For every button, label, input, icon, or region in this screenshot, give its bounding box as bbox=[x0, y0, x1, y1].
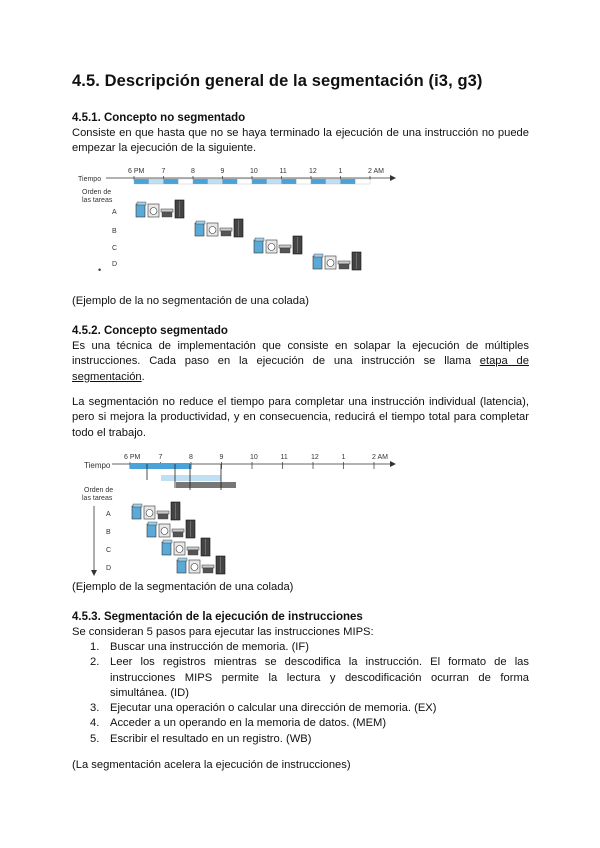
fig1-tick-label: 10 bbox=[250, 168, 258, 175]
fig2-tick-label: 2 AM bbox=[372, 454, 388, 461]
caption-segmentado: (Ejemplo de la segmentación de una colada) bbox=[72, 581, 294, 593]
fig2-tick-label: 1 bbox=[341, 454, 346, 461]
caption-instrucciones: (La segmentación acelera la ejecución de instrucciones) bbox=[72, 759, 351, 771]
fig1-order-label-1: Orden de bbox=[82, 189, 112, 196]
steps-list bbox=[72, 640, 529, 747]
fig2-tick-label: 7 bbox=[158, 454, 163, 461]
svg-text:•: • bbox=[98, 265, 102, 275]
fig1-tick-label: 2 AM bbox=[368, 168, 384, 175]
step-item bbox=[72, 640, 529, 655]
section-heading-no-segmentado: 4.5.1. Concepto no segmentado bbox=[72, 112, 246, 124]
fig1-tick-label: 12 bbox=[309, 168, 317, 175]
fig1-order-label-2: las tareas bbox=[82, 197, 113, 204]
fig2-order-label-1: Orden de bbox=[84, 487, 114, 494]
section-heading-segmentado: 4.5.2. Concepto segmentado bbox=[72, 325, 228, 337]
step-number: 5. bbox=[90, 732, 100, 745]
fig2-task-label: A bbox=[106, 511, 111, 518]
paragraph-no-segmentado: Consiste en que hasta que no se haya terminado la ejecución de una instrucción no puede empezar la ejecución de la siguiente. bbox=[72, 127, 529, 155]
fig2-laundry-set-B bbox=[147, 520, 195, 538]
fig1-laundry-set-D bbox=[313, 252, 361, 270]
fig2-order-label-2: las tareas bbox=[82, 495, 113, 502]
etapa-de-segmentacion-term: etapa de segmentación bbox=[72, 355, 529, 383]
fig2-bar-gray bbox=[176, 482, 236, 488]
fig2-task-label: C bbox=[106, 547, 112, 554]
paragraph-segmentado-end: . bbox=[141, 370, 145, 383]
fig2-task-label: B bbox=[106, 529, 111, 536]
fig1-laundry-set-C bbox=[254, 236, 302, 254]
step-item bbox=[72, 701, 529, 716]
fig2-task-label: D bbox=[106, 565, 112, 572]
fig1-tick-label: 9 bbox=[220, 168, 225, 175]
paragraph-segmentado-text: Es una técnica de implementación que consiste en solapar la ejecución de múltiples instrucciones. Cada paso en la ejecución de una instrucción se llama bbox=[72, 340, 529, 368]
page-title: 4.5. Descripción general de la segmentación (i3, g3) bbox=[72, 72, 483, 90]
step-number: 1. bbox=[90, 641, 100, 653]
fig2-tick-label: 8 bbox=[189, 454, 193, 461]
fig2-laundry-set-C bbox=[162, 538, 210, 556]
fig1-task-label: D bbox=[112, 261, 118, 268]
fig1-time-label: Tiempo bbox=[78, 176, 102, 183]
step-text: Leer los registros mientras se descodifica la instrucción. El formato de las instrucciones MIPS permite la lectura y descodificación ocurran de forma simultánea. (ID) bbox=[110, 656, 529, 699]
step-item bbox=[72, 732, 529, 747]
paragraph-segmentado bbox=[72, 339, 529, 385]
fig1-tick-label: 1 bbox=[338, 168, 343, 175]
fig2-tick-label: 11 bbox=[280, 454, 288, 461]
fig1-tick-label: 6 PM bbox=[128, 168, 145, 175]
fig1-tick-label: 7 bbox=[161, 168, 166, 175]
fig2-laundry-set-A bbox=[132, 502, 180, 520]
fig1-task-label: A bbox=[112, 209, 117, 216]
fig1-tick-label: 11 bbox=[279, 168, 287, 175]
step-text: Escribir el resultado en un registro. (WB) bbox=[110, 732, 312, 745]
fig2-laundry-set-D bbox=[177, 556, 225, 574]
step-text: Ejecutar una operación o calcular una dirección de memoria. (EX) bbox=[110, 702, 437, 715]
fig2-time-label: Tiempo bbox=[84, 461, 111, 470]
step-number: 3. bbox=[90, 702, 100, 715]
fig2-bar-blue bbox=[130, 463, 191, 469]
step-item bbox=[72, 655, 529, 701]
figure-segmentado bbox=[72, 450, 402, 580]
fig2-tick-label: 12 bbox=[311, 454, 319, 461]
fig1-laundry-set-B bbox=[195, 219, 243, 237]
fig2-tick-label: 10 bbox=[250, 454, 258, 461]
paragraph-latencia: La segmentación no reduce el tiempo para completar una instrucción individual (latencia), pero si mejora la productividad, y en consecuencia, reducirá el tiempo total para completar todo el trabajo. bbox=[72, 396, 529, 439]
fig2-tick-label: 9 bbox=[219, 454, 224, 461]
fig1-tick-label: 8 bbox=[191, 168, 195, 175]
step-text: Buscar una instrucción de memoria. (IF) bbox=[110, 641, 309, 653]
fig1-task-label: C bbox=[112, 245, 118, 252]
caption-no-segmentado: (Ejemplo de la no segmentación de una colada) bbox=[72, 295, 309, 307]
step-text: Acceder a un operando en la memoria de datos. (MEM) bbox=[110, 717, 387, 730]
paragraph-instrucciones-intro: Se consideran 5 pasos para ejecutar las instrucciones MIPS: bbox=[72, 626, 374, 638]
step-number: 2. bbox=[90, 656, 100, 669]
fig2-bar-lightblue bbox=[161, 475, 221, 481]
fig1-task-label: B bbox=[112, 228, 117, 235]
step-item bbox=[72, 716, 529, 731]
fig1-laundry-set-A bbox=[136, 200, 184, 218]
step-number: 4. bbox=[90, 717, 100, 730]
section-heading-instrucciones: 4.5.3. Segmentación de la ejecución de instrucciones bbox=[72, 611, 363, 623]
fig2-tick-label: 6 PM bbox=[124, 454, 141, 461]
figure-no-segmentado bbox=[72, 164, 402, 276]
